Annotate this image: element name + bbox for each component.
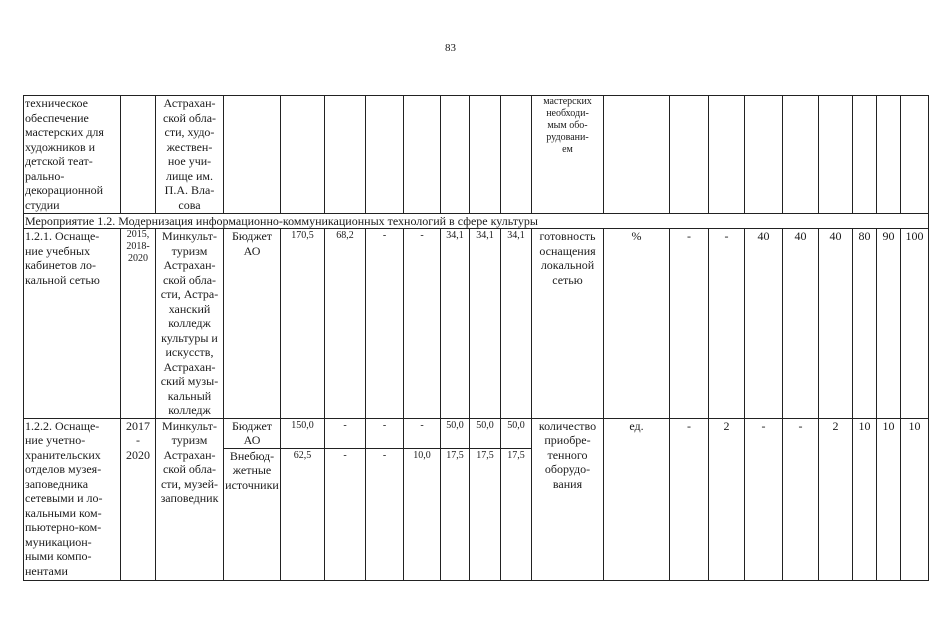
activity-years: 2015, 2018- 2020 bbox=[121, 229, 156, 419]
section-row bbox=[24, 214, 929, 229]
funding-value: - bbox=[366, 229, 404, 419]
activity-name: 1.2.1. Оснаще- ние учебных кабинетов ло- кальной сетью bbox=[24, 229, 121, 419]
target-value: 40 bbox=[819, 229, 853, 419]
activity-executor: Минкульт- туризм Астрахан- ской обла- сти, музей- заповедник bbox=[156, 418, 224, 580]
target-value: - bbox=[745, 418, 783, 580]
target-value: - bbox=[670, 418, 709, 580]
funding-value: - - bbox=[325, 418, 366, 580]
target-value: 10 bbox=[853, 418, 877, 580]
indicator-name: количество приобре- тенного оборудо- вания bbox=[532, 418, 604, 580]
continuation-row bbox=[24, 96, 929, 214]
target-value: - bbox=[709, 229, 745, 419]
funding-value: 34,1 bbox=[470, 229, 501, 419]
table-row bbox=[24, 418, 929, 580]
target-value: 10 bbox=[877, 418, 901, 580]
target-value: - bbox=[670, 229, 709, 419]
page-number: 83 bbox=[445, 42, 456, 54]
funding-value: - bbox=[404, 229, 441, 419]
target-value: 40 bbox=[783, 229, 819, 419]
target-value: 100 bbox=[901, 229, 929, 419]
funding-value: 34,1 bbox=[441, 229, 470, 419]
funding-value: 50,0 17,5 bbox=[470, 418, 501, 580]
target-value: 10 bbox=[901, 418, 929, 580]
continuation-years bbox=[121, 96, 156, 214]
indicator-name: готовность оснащения локальной сетью bbox=[532, 229, 604, 419]
activity-years: 2017 - 2020 bbox=[121, 418, 156, 580]
indicator-unit: ед. bbox=[604, 418, 670, 580]
funding-value: 50,0 17,5 bbox=[501, 418, 532, 580]
funding-value: 34,1 bbox=[501, 229, 532, 419]
funding-source: Бюджет АО Внебюд- жетные источники bbox=[224, 418, 281, 580]
funding-value: 150,0 62,5 bbox=[281, 418, 325, 580]
target-value: - bbox=[783, 418, 819, 580]
funding-source: Бюджет АО bbox=[224, 229, 281, 419]
continuation-indicator: мастерских необходи- мым обо- рудовани- ем bbox=[532, 96, 604, 214]
target-value: 90 bbox=[877, 229, 901, 419]
target-value: 2 bbox=[709, 418, 745, 580]
program-activities-table bbox=[23, 95, 929, 581]
target-value: 2 bbox=[819, 418, 853, 580]
funding-value: 50,0 17,5 bbox=[441, 418, 470, 580]
funding-value: 170,5 bbox=[281, 229, 325, 419]
funding-value: 68,2 bbox=[325, 229, 366, 419]
continuation-executor: Астрахан- ской обла- сти, худо- жествен- ное учи- лище им. П.А. Вла- сова bbox=[156, 96, 224, 214]
section-title: Мероприятие 1.2. Модернизация информационно-коммуникационных технологий в сфере культуры bbox=[24, 214, 929, 229]
funding-value: - 10,0 bbox=[404, 418, 441, 580]
activity-name: 1.2.2. Оснаще- ние учетно- хранительских отделов музея- заповедника сетевыми и ло- кальными ком- пьютерно-ком- муникацион- ными компо- нентами bbox=[24, 418, 121, 580]
target-value: 80 bbox=[853, 229, 877, 419]
activity-executor: Минкульт- туризм Астрахан- ской обла- сти, Астра- ханский колледж культуры и искусств, Астрахан- ский музы- кальный колледж bbox=[156, 229, 224, 419]
indicator-unit: % bbox=[604, 229, 670, 419]
target-value: 40 bbox=[745, 229, 783, 419]
continuation-name: техническое обеспечение мастерских для художников и детской теат- рально- декорационной студии bbox=[24, 96, 121, 214]
funding-value: - - bbox=[366, 418, 404, 580]
table-row bbox=[24, 229, 929, 419]
